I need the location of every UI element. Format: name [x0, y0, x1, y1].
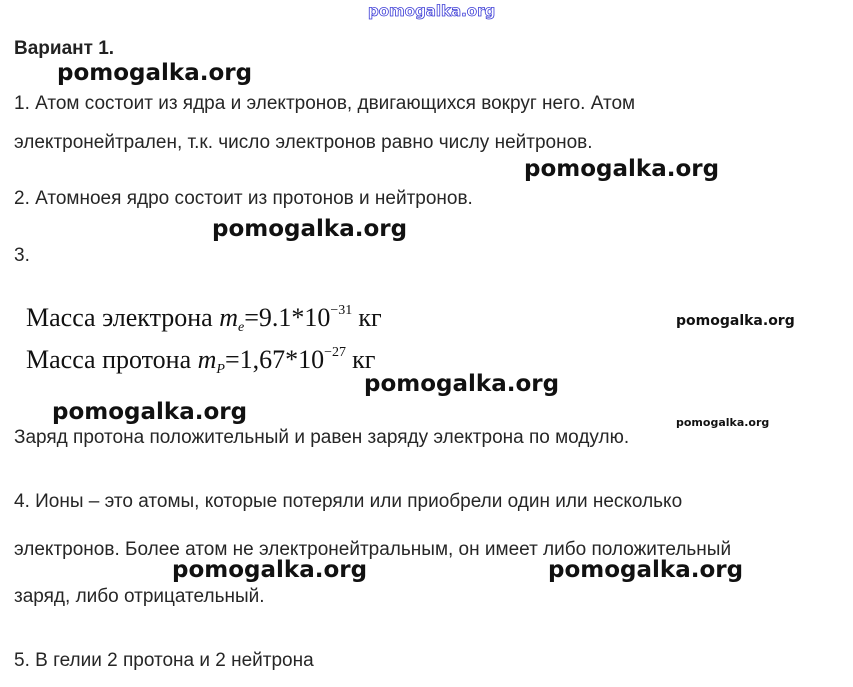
electron-mass-label: Масса электрона: [26, 303, 213, 332]
proton-mass-unit: кг: [352, 345, 376, 374]
electron-mass-exponent: −31: [330, 303, 353, 318]
answer-1-line-1: 1. Атом состоит из ядра и электронов, двигающихся вокруг него. Атом: [14, 93, 636, 114]
answer-4-line-2: электронов. Более атом не электронейтральным, он имеет либо положительный: [14, 539, 732, 560]
proton-mass-subscript: P: [216, 362, 225, 377]
electron-mass-symbol: m: [219, 303, 239, 332]
watermark-6: pomogalka.org: [52, 399, 248, 425]
answer-3-number: 3.: [14, 245, 30, 266]
watermark-5: pomogalka.org: [364, 371, 560, 397]
proton-charge-text: Заряд протона положительный и равен заряду электрона по модулю.: [14, 427, 630, 448]
electron-mass-unit: кг: [358, 303, 382, 332]
watermark-4: pomogalka.org: [676, 313, 795, 329]
answer-1-line-2: электронейтрален, т.к. число электронов равно числу нейтронов.: [14, 132, 593, 153]
proton-mass-value: =1,67*10: [224, 345, 325, 374]
top-watermark: pomogalka.org: [368, 2, 496, 20]
proton-mass-symbol: m: [197, 345, 217, 374]
watermark-2: pomogalka.org: [524, 156, 720, 182]
watermark-8: pomogalka.org: [172, 557, 368, 583]
watermark-7: pomogalka.org: [676, 416, 770, 429]
watermark-3: pomogalka.org: [212, 216, 408, 242]
watermark-1: pomogalka.org: [57, 60, 253, 86]
electron-mass-value: =9.1*10: [244, 303, 331, 332]
answer-4-line-1: 4. Ионы – это атомы, которые потеряли или приобрели один или несколько: [14, 491, 683, 512]
answer-5: 5. В гелии 2 протона и 2 нейтрона: [14, 650, 314, 671]
proton-mass-exponent: −27: [324, 345, 347, 360]
proton-mass-label: Масса протона: [26, 345, 192, 374]
proton-mass-formula: [26, 345, 375, 378]
electron-mass-subscript: e: [238, 320, 245, 335]
answer-2: 2. Атомноея ядро состоит из протонов и нейтронов.: [14, 188, 473, 209]
watermark-9: pomogalka.org: [548, 557, 744, 583]
electron-mass-formula: [26, 303, 382, 336]
page-title: Вариант 1.: [14, 38, 115, 59]
answer-4-line-3: заряд, либо отрицательный.: [14, 586, 265, 607]
